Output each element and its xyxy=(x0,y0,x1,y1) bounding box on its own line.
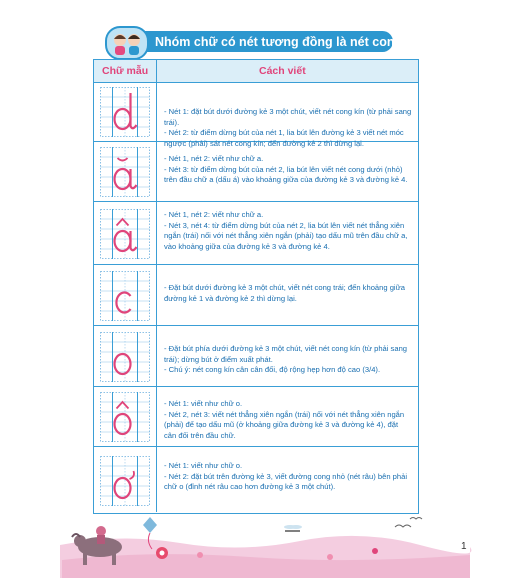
instruction-line: - Chú ý: nét cong kín cân cân đối, độ rộng hẹp hơn độ cao (3/4). xyxy=(164,365,381,374)
instruction-line: - Nét 1: viết như chữ o. xyxy=(164,399,243,408)
table-header xyxy=(94,60,418,83)
section-banner xyxy=(105,29,403,53)
dragonfly-icon xyxy=(284,525,302,531)
writing-instructions xyxy=(164,344,412,376)
column-header-sample: Chữ mẫu xyxy=(102,65,149,77)
table-row xyxy=(94,142,418,202)
writing-instructions xyxy=(164,154,412,186)
footer-illustration xyxy=(0,505,515,578)
writing-instructions xyxy=(164,461,412,493)
letter-sample-grid xyxy=(100,332,150,382)
column-header-method: Cách viết xyxy=(259,65,306,77)
writing-instructions xyxy=(164,399,412,441)
instruction-line: - Đặt bút dưới đường kẻ 3 một chút, viết nét cong trái; đến khoảng giữa đường kẻ 1 và đường kẻ 2 thì dừng lại. xyxy=(164,283,405,303)
instruction-line: - Nét 3, nét 4: từ điểm dừng bút của nét 2, lia bút lên viết nét thẳng xiên ngắn (trái) nối với nét thẳng xiên ngắn (phải) tạo dấu mũ trên đầu chữ a, vào khoảng giữa của đường kẻ 3 và đường kẻ 4. xyxy=(164,220,408,251)
writing-guide-table xyxy=(93,59,419,514)
page-title: Nhóm chữ có nét tương đồng là nét cong xyxy=(155,35,403,49)
writing-instructions xyxy=(164,283,412,304)
instruction-line: - Nét 2: đặt bút trên đường kẻ 3, viết đường cong nhỏ (nét râu) bên phải chữ o (đỉnh nét râu cao hơn đường kẻ 3 một chút). xyxy=(164,471,408,491)
instruction-line: - Nét 2, nét 3: viết nét thẳng xiên ngắn (trái) nối với nét thẳng xiên ngắn (phải) để tạo dấu mũ (ở khoảng giữa đường kẻ 3 và đường kẻ 4), đặt cân đối trên đầu chữ. xyxy=(164,409,405,440)
children-illustration-icon xyxy=(105,26,149,60)
table-row xyxy=(94,265,418,326)
table-row xyxy=(94,81,418,148)
letter-sample-grid xyxy=(100,392,150,442)
table-row xyxy=(94,202,418,265)
ball-icon xyxy=(156,547,168,559)
table-row xyxy=(94,387,418,447)
letter-sample-grid xyxy=(100,456,150,506)
table-row xyxy=(94,447,418,514)
letter-sample-grid xyxy=(100,271,150,321)
instruction-line: - Đặt bút phía dưới đường kẻ 3 một chút, viết nét cong kín (từ phải sang trái); dừng bút ở điểm xuất phát. xyxy=(164,344,408,364)
letter-sample-grid xyxy=(100,147,150,197)
instruction-line: - Nét 1: viết như chữ o. xyxy=(164,461,243,470)
birds-icon xyxy=(395,518,422,528)
instruction-line: - Nét 1: đặt bút dưới đường kẻ 3 một chút, viết nét cong kín (từ phải sang trái). xyxy=(164,107,412,127)
table-row xyxy=(94,326,418,387)
letter-sample-grid xyxy=(100,209,150,259)
instruction-line: - Nét 1, nét 2: viết như chữ a. xyxy=(164,154,264,163)
letter-sample-grid xyxy=(100,87,150,137)
instruction-line: - Nét 3: từ điểm dừng bút của nét 2, lia bút lên viết nét cong dưới (nhỏ) trên đầu chữ a (dấu á) vào khoảng giữa của đường kẻ 3 và đường kẻ 4. xyxy=(164,164,408,184)
writing-instructions xyxy=(164,210,412,252)
instruction-line: - Nét 1, nét 2: viết như chữ a. xyxy=(164,210,264,219)
page-number: 1 xyxy=(461,541,467,552)
instruction-line: - Nét 2: từ điểm dừng bút của nét 1, lia bút lên đường kẻ 3 viết nét móc ngược (phải) sát nét cong kín; đến đường kẻ 2 thì dừng lại. xyxy=(164,128,404,148)
